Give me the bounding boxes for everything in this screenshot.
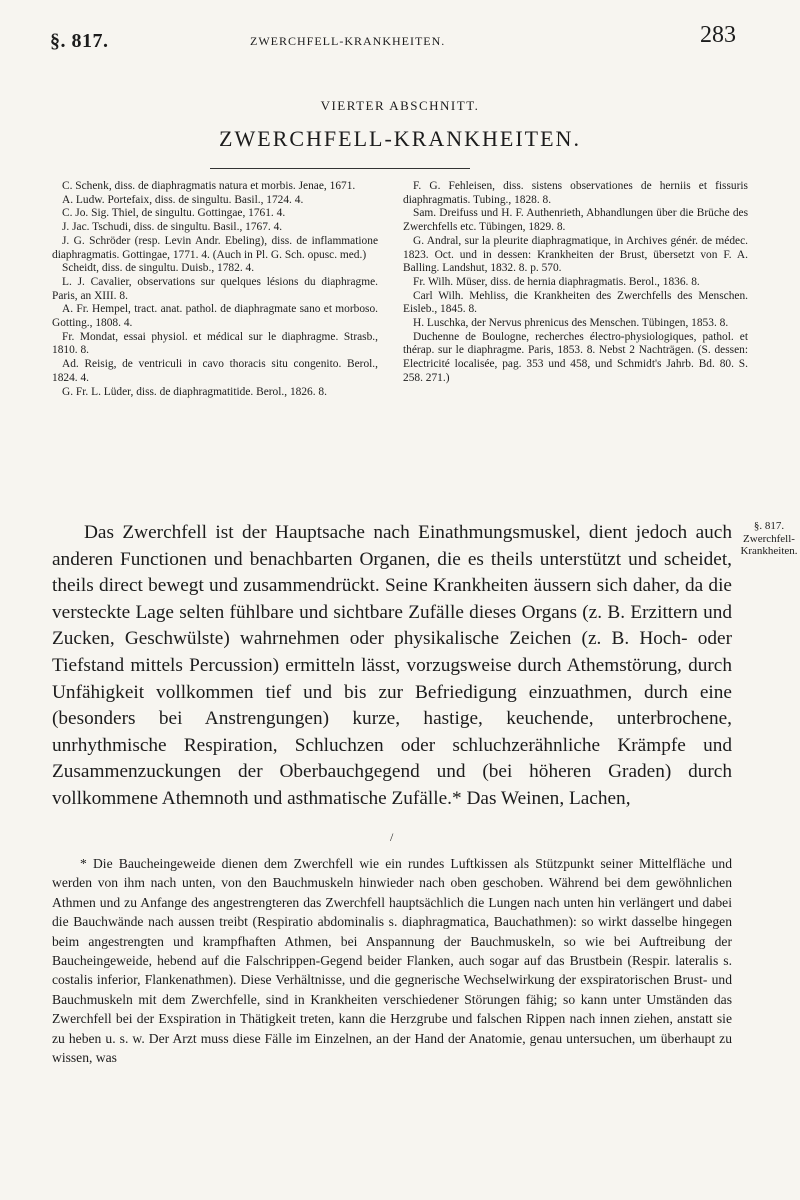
bibliography-entry: H. Luschka, der Nervus phrenicus des Menschen. Tübingen, 1853. 8.	[413, 317, 729, 330]
running-head	[0, 14, 800, 54]
bibliography-entry: J. Jac. Tschudi, diss. de singultu. Basil., 1767. 4.	[62, 221, 283, 234]
bibliography-entry: Carl Wilh. Mehliss, die Krankheiten des Zwerchfells des Menschen. Eisleb., 1845. 8.	[403, 289, 748, 316]
bibliography-entry: G. Andral, sur la pleurite diaphragmatique, in Archives génér. de médec. 1823. Oct. und in dessen: Krankheiten der Brust, übersetzt von F. A. Balling. Landshut, 1832. 8. p. 570.	[403, 234, 748, 275]
bibliography-entry: Sam. Dreifuss und H. F. Authenrieth, Abhandlungen über die Brüche des Zwerchfells etc. Tübingen, 1829. 8.	[403, 207, 748, 234]
title-divider	[210, 168, 470, 169]
bibliography-entry: Duchenne de Boulogne, recherches électro-physiologiques, pathol. et thérap. sur le diaphragme. Paris, 1853. 8. Nebst 2 Nachträgen. (S. dessen: Electricité localisée, pag. 353 und 458, und Schmidt's Jahrb. Bd. 80. S. 258. 271.)	[403, 330, 748, 384]
chapter-title: ZWERCHFELL-KRANKHEITEN.	[219, 126, 581, 151]
section-heading: VIERTER ABSCHNITT.	[320, 98, 480, 113]
footnote	[52, 854, 732, 1067]
body-paragraph: Das Zwerchfell ist der Hauptsache nach Einathmungsmuskel, dient jedoch auch anderen Functionen und benachbarten Organen, die es theils unterstützt und scheidet, theils direct bewegt und zusammendrückt. Seine Krankheiten äussern sich daher, da die versteckte Lage selten fühlbare und sichtbare Zufälle dieses Organs (z. B. Erzittern und Zucken, Geschwülste) wahrnehmen oder physikalische Zeichen (z. B. Hoch- oder Tiefstand mittels Percussion) ermitteln lässt, vorzugsweise durch Athemstörung, durch Unfähigkeit vollkommen tief und bis zur Befriedigung einzuathmen, durch eine (besonders bei Anstrengungen) kurze, hastige, keuchende, unterbrochene, unrhythmische Respiration, Schluchzen oder schluchzerähnliche Krämpfe und Zusammenzuckungen der Oberbauchgegend und (bei höheren Graden) durch vollkommene Athemnoth und asthmatische Zufälle.* Das Weinen, Lachen,	[52, 522, 732, 809]
main-body-text	[52, 520, 732, 813]
page-number: 283	[700, 22, 736, 48]
bibliography-entry: G. Fr. L. Lüder, diss. de diaphragmatitide. Berol., 1826. 8.	[62, 385, 327, 398]
bibliography-entry: Ad. Reisig, de ventriculi in cavo thoracis situ congenito. Berol., 1824. 4.	[52, 358, 378, 384]
bibliography-left-column	[52, 180, 378, 399]
bibliography-entry: Fr. Mondat, essai physiol. et médical sur le diaphragme. Strasb., 1810. 8.	[52, 330, 378, 357]
bibliography-entry: J. G. Schröder (resp. Levin Andr. Ebeling), diss. de inflammatione diaphragmatis. Gottingae, 1771. 4. (Auch in Pl. G. Sch. opusc. med.)	[52, 234, 378, 261]
bibliography-entry: A. Ludw. Portefaix, diss. de singultu. Basil., 1724. 4.	[62, 193, 304, 206]
bibliography-entry: F. G. Fehleisen, diss. sistens observationes de herniis et fissuris diaphragmatis. Tubing., 1828. 8.	[403, 180, 748, 206]
footnote-separator: /	[390, 830, 394, 844]
bibliography-entry: L. J. Cavalier, observations sur quelques lésions du diaphragme. Paris, an XIII. 8.	[52, 275, 378, 302]
bibliography-entry: Fr. Wilh. Müser, diss. de hernia diaphragmatis. Berol., 1836. 8.	[413, 275, 700, 288]
bibliography-entry: C. Schenk, diss. de diaphragmatis natura et morbis. Jenae, 1671.	[62, 180, 356, 192]
running-title: ZWERCHFELL-KRANKHEITEN.	[250, 34, 446, 48]
footnote-paragraph: * Die Baucheingeweide dienen dem Zwerchfell wie ein rundes Luftkissen als Stützpunkt seiner Mittelfläche und werden von ihm nach unten, von den Bauchmuskeln hinwieder nach oben geschoben. Während bei dem gewöhnlichen Athmen und zu Anfange des angestrengteren das Zwerchfell hauptsächlich die Lungen nach unten hin verlängert und dabei die Bauchwände nach aussen treibt (Respiratio abdominalis s. diaphragmatica, Bauchathmen): so wirkt dasselbe hingegen beim angestrengten und krampfhaften Athmen, bei Anspannung der Bauchmuskeln, so wie bei Auftreibung der Baucheingeweide, hebend auf die Falschrippen-Gegend beider Flanken, auch sogar auf das Brustbein (Respir. lateralis s. costalis inferior, Flankenathmen). Diese Verhältnisse, und die gegnerische Wechselwirkung der exspiratorischen Brust- und Bauchmuskeln mit dem Zwerchfelle, sind in Krankheiten verschiedener Störungen fähig; so kann unter Umständen das Zwerchfell bei der Exspiration in Thätigkeit treten, kann die Herzgrube und falschen Rippen nach innen ziehen, anstatt sie zu heben u. s. w. Der Arzt muss diese Fälle im Einzelnen, an der Hand der Anatomie, genau untersuchen, um überhaupt zu wissen, was	[52, 856, 732, 1066]
bibliography-entry: A. Fr. Hempel, tract. anat. pathol. de diaphragmate sano et morboso. Gotting., 1808. 4.	[52, 303, 378, 330]
margin-note: §. 817. Zwerchfell-Krankheiten.	[740, 520, 798, 557]
bibliography-entry: C. Jo. Sig. Thiel, de singultu. Gottingae, 1761. 4.	[62, 207, 286, 220]
section-number: §. 817.	[50, 30, 109, 52]
bibliography-entry: Scheidt, diss. de singultu. Duisb., 1782. 4.	[62, 262, 255, 275]
bibliography-right-column	[403, 180, 748, 386]
